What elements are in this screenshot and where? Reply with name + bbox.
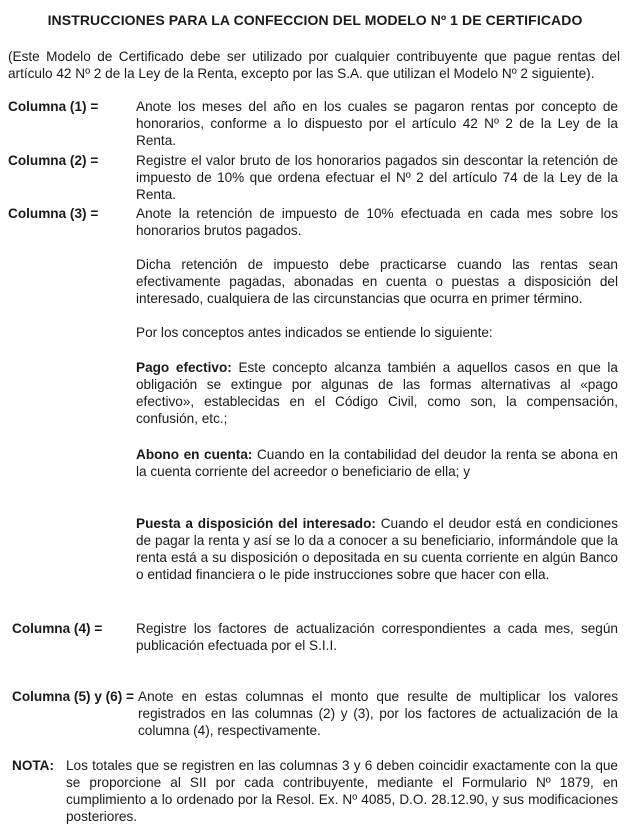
puesta-disposicion-text: Cuando el deudor está en condiciones de pagar la renta y así se lo da a conocer a su beneficiario, informándole que la renta está a su disposición o depositada en su cuenta corriente en algún Banco o entidad financiera o le pide instrucciones sobre que hacer con ella. [136,516,619,582]
abono-en-cuenta-term: Abono en cuenta: [136,447,253,462]
nota-text: Los totales que se registren en las columnas 3 y 6 deben coincidir exactamente con la que se proporcione al SII por cada contribuyente, mediante el Formulario Nº 1879, en cumplimiento a lo ordenado por la Resol. Ex. Nº 4085, D.O. 28.12.90, y sus modificaciones posteriores. [66,758,618,824]
col2-label: Columna (2) = [8,153,99,168]
abono-en-cuenta-paragraph [136,446,618,480]
intro-paragraph: (Este Modelo de Certificado debe ser utilizado por cualquier contribuyente que pague rentas del artículo 42 Nº 2 de la Ley de la Renta, excepto por las S.A. que utilizan el Modelo Nº 2 siguiente). [8,49,620,81]
pago-efectivo-paragraph [136,359,618,427]
col1-label: Columna (1) = [8,99,99,114]
col3-paragraph-2: Dicha retención de impuesto debe practicarse cuando las rentas sean efectivamente pagadas, abonadas en cuenta o puestas a disposición del interesado, cualquiera de las circunstancias que ocurra en primer término. [136,257,618,306]
col3-text: Anote la retención de impuesto de 10% efectuada en cada mes sobre los honorarios brutos pagados. [136,206,618,238]
page-title: INSTRUCCIONES PARA LA CONFECCION DEL MODELO Nº 1 DE CERTIFICADO [47,12,583,28]
col56-text: Anote en estas columnas el monto que resulte de multiplicar los valores registrados en las columnas (2) y (3), por los factores de actualización de la columna (4), respectivamente. [138,689,618,738]
col4-text: Registre los factores de actualización correspondientes a cada mes, según publicación efectuada por el S.I.I. [136,621,618,653]
col2-text: Registre el valor bruto de los honorarios pagados sin descontar la retención de impuesto de 10% que ordena efectuar el Nº 2 del artículo 74 de la Ley de la Renta. [136,153,618,202]
col1-text: Anote los meses del año en los cuales se pagaron rentas por concepto de honorarios, conforme a lo dispuesto por el artículo 42 Nº 2 de la Ley de la Renta. [136,99,618,148]
col56-label: Columna (5) y (6) = [12,689,134,704]
pago-efectivo-text: Este concepto alcanza también a aquellos casos en que la obligación se extingue por algunas de las formas alternativas al «pago efectivo», establecidas en el Código Civil, como son, la compensación, confusión, etc.; [136,360,618,426]
puesta-disposicion-paragraph [136,515,618,583]
col4-label: Columna (4) = [12,621,103,636]
col3-paragraph-3: Por los conceptos antes indicados se entiende lo siguiente: [136,325,493,340]
pago-efectivo-term: Pago efectivo: [136,360,232,375]
puesta-disposicion-term: Puesta a disposición del interesado: [136,516,376,531]
nota-label: NOTA: [12,758,55,773]
col3-label: Columna (3) = [8,206,99,221]
abono-en-cuenta-text: Cuando en la contabilidad del deudor la renta se abona en la cuenta corriente del acreedor o beneficiario de ella; y [136,447,618,479]
